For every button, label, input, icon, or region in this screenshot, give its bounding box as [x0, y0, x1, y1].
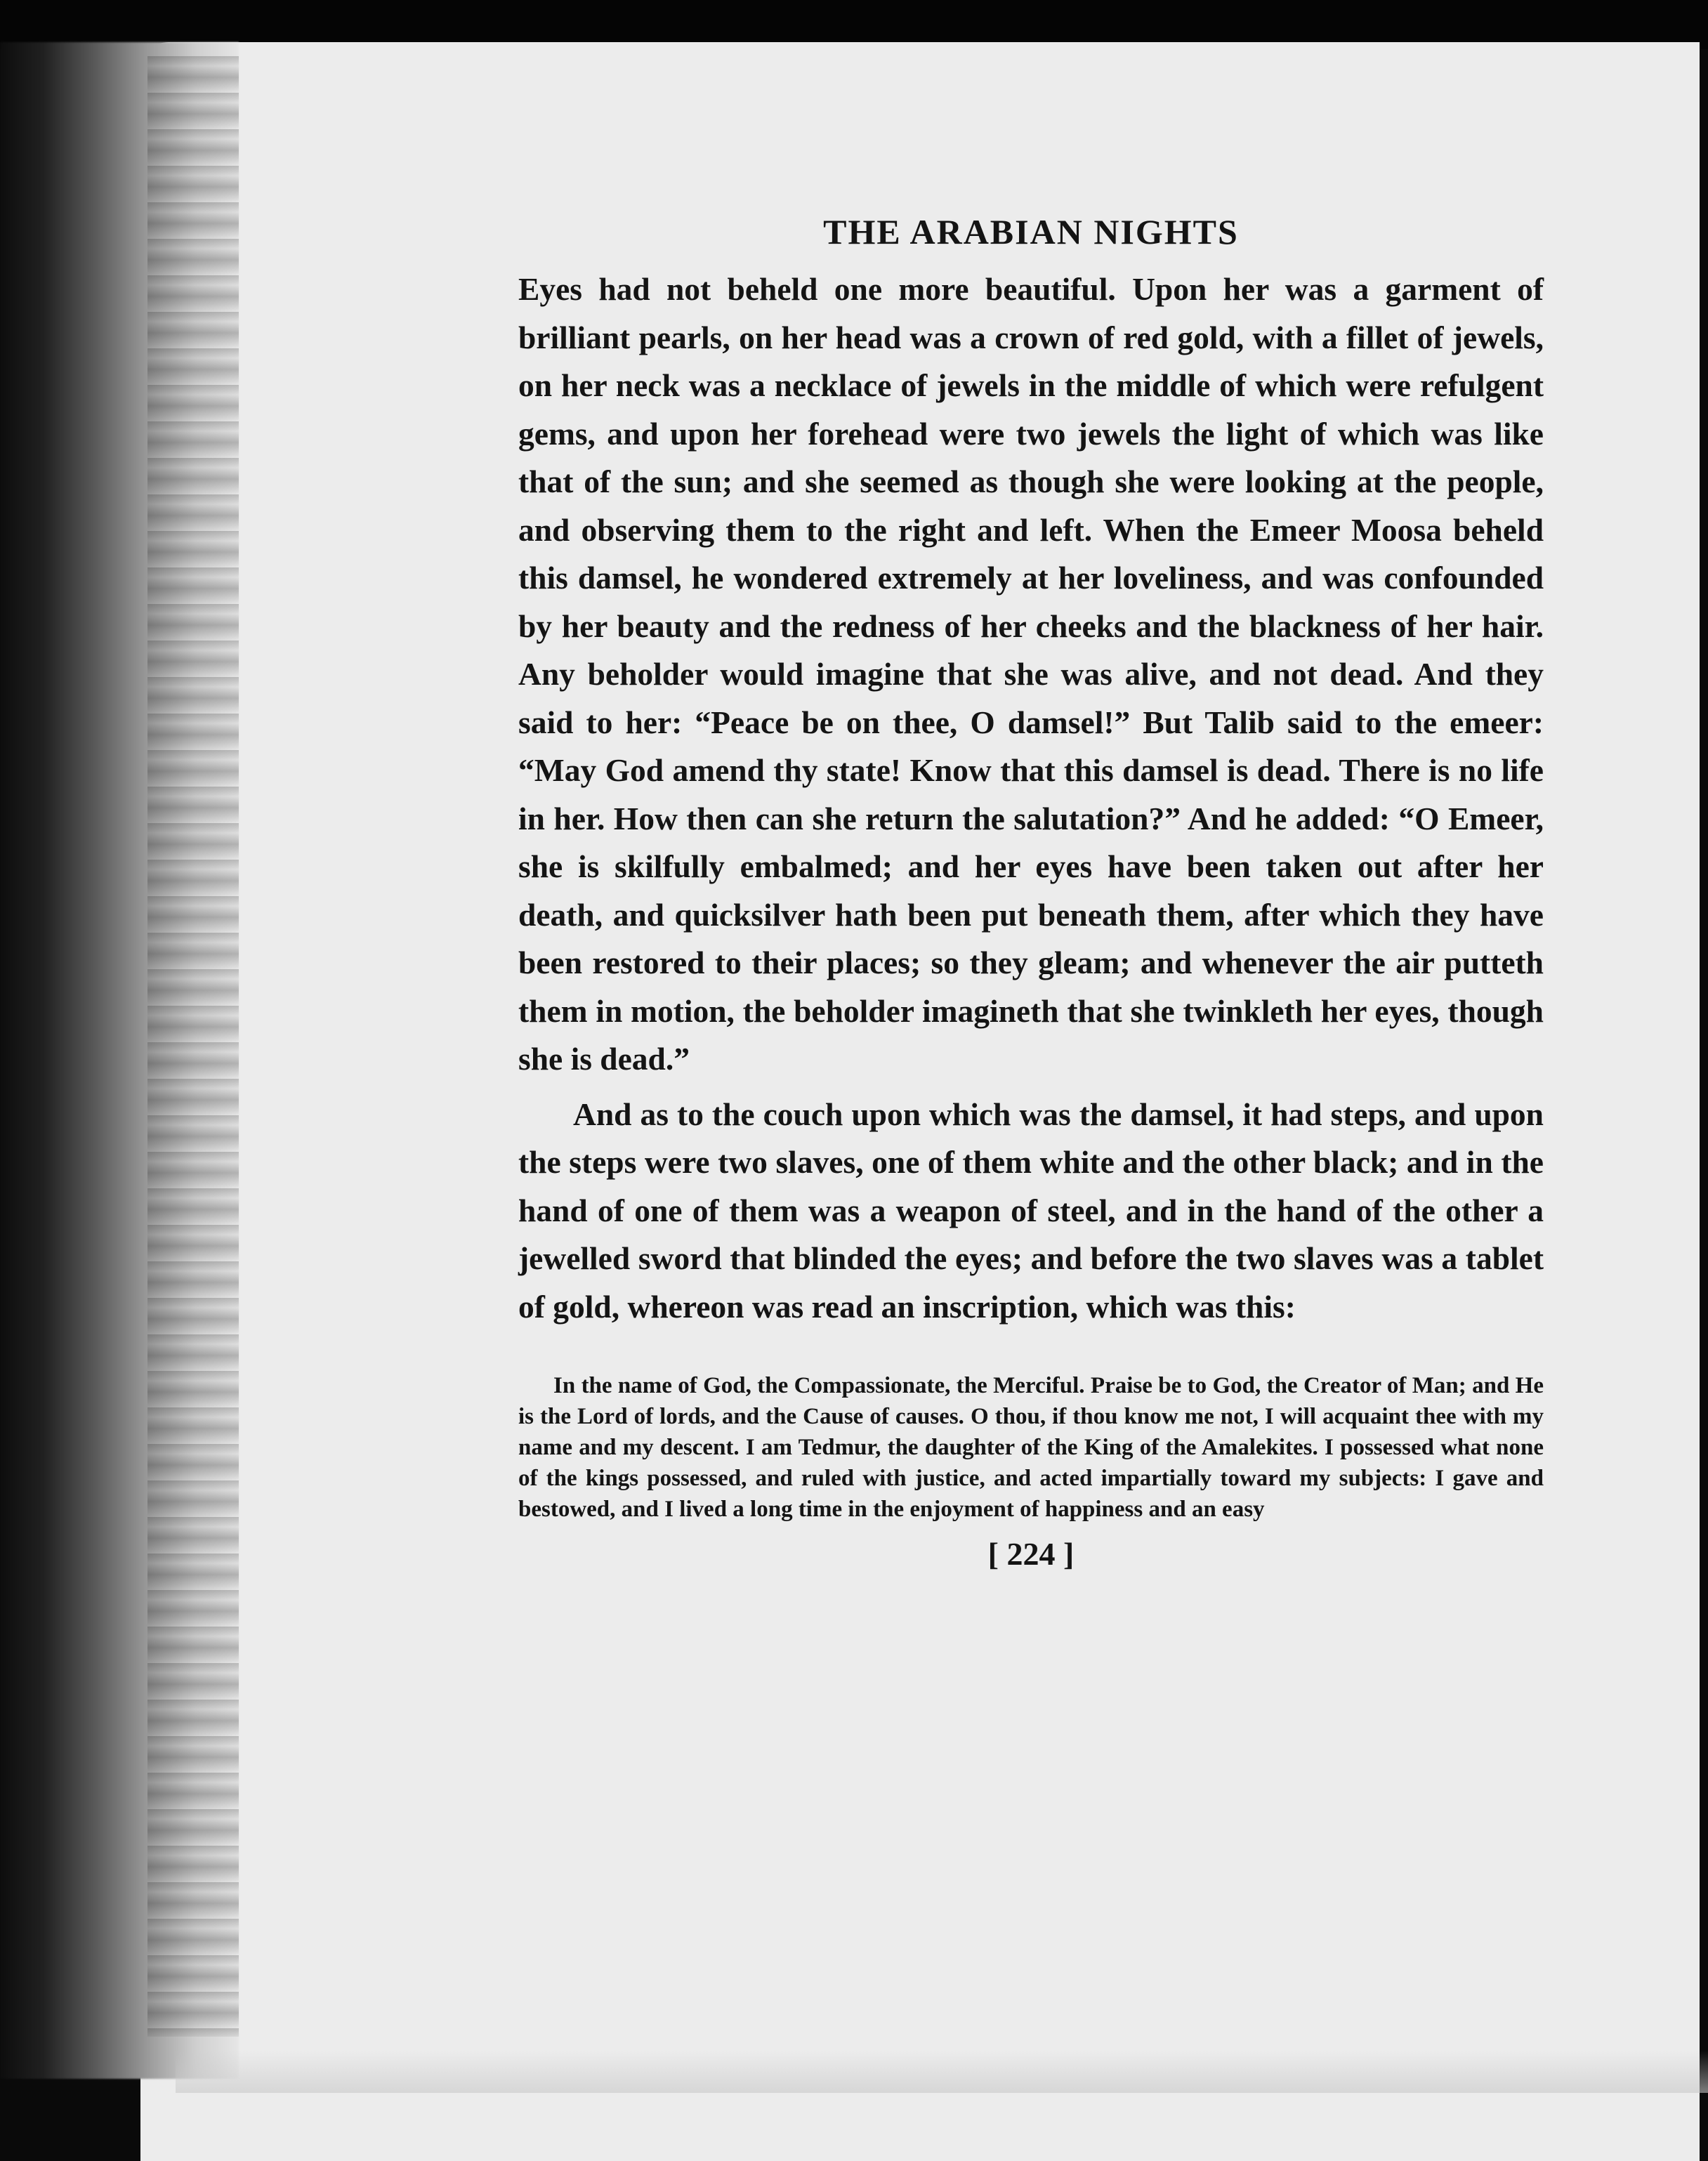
body-paragraph-2: And as to the couch upon which was the damsel, it had steps, and upon the steps were two slaves, one of them white and the other black; and in the hand of one of them was a weapon of steel, and in the hand of the other a jewelled sword that blinded the eyes; and before the two slaves was a tablet of gold, whereon was read an inscription, which was this: — [518, 1096, 1544, 1325]
page-number: [ 224 ] — [987, 1536, 1075, 1572]
body-paragraph-1: Eyes had not beheld one more beautiful. Upon her was a garment of brilliant pearls, on her head was a crown of red gold, with a fillet of jewels, on her neck was a necklace of jewels in the middle of which were refulgent gems, and upon her forehead were two jewels the light of which was like that of the sun; and she seemed as though she were looking at the people, and observing them to the right and left. When the Emeer Moosa beheld this damsel, he wondered extremely at her loveliness, and was confounded by her beauty and the redness of her cheeks and the blackness of her hair. Any beholder would imagine that she was alive, and not dead. And they said to her: “Peace be on thee, O damsel!” But Talib said to the emeer: “May God amend thy state! Know that this damsel is dead. There is no life in her. How then can she return the salutation?” And he added: “O Emeer, she is skilfully embalmed; and her eyes have been taken out after her death, and quicksilver hath been put beneath them, after which they have been restored to their places; so they gleam; and whenever the air putteth them in motion, the beholder imagineth that she twinkleth her eyes, though she is dead.” — [518, 271, 1544, 1077]
page-content — [518, 211, 1544, 1574]
page-bottom-shadow — [176, 2051, 1708, 2093]
inscription-text: In the name of God, the Compassionate, the Merciful. Praise be to God, the Creator of Man; and He is the Lord of lords, and the Cause of causes. O thou, if thou know me not, I will acquaint thee with my name and my descent. I am Tedmur, the daughter of the King of the Amalekites. I possessed what none of the kings possessed, and ruled with justice, and acted impartially toward my subjects: I gave and bestowed, and I lived a long time in the enjoyment of happiness and an easy — [518, 1373, 1544, 1522]
running-head: THE ARABIAN NIGHTS — [823, 212, 1239, 251]
page-edge-streaks — [147, 56, 239, 2037]
